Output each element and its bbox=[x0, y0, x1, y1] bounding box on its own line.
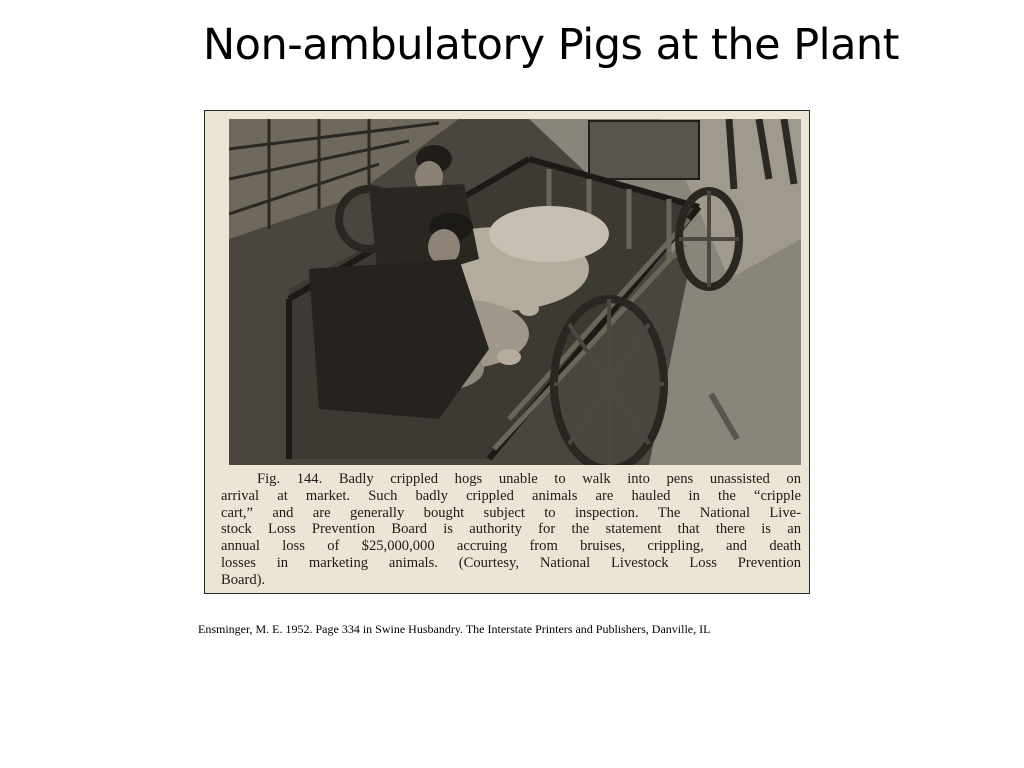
historical-photo-cripple-cart bbox=[229, 119, 801, 465]
figure-caption bbox=[221, 471, 801, 589]
caption-line: cart,” and are generally bought subject to inspection. The National Live- bbox=[221, 504, 801, 521]
slide-title: Non-ambulatory Pigs at the Plant bbox=[203, 20, 900, 70]
caption-line: arrival at market. Such badly crippled animals are hauled in the “cripple bbox=[221, 487, 801, 504]
caption-line: stock Loss Prevention Board is authority for the statement that there is an bbox=[221, 521, 801, 538]
caption-line: Fig. 144. Badly crippled hogs unable to walk into pens unassisted on bbox=[257, 471, 801, 487]
caption-line: Board). bbox=[221, 571, 266, 588]
source-citation: Ensminger, M. E. 1952. Page 334 in Swine Husbandry. The Interstate Printers and Publishers, Danville, IL bbox=[198, 622, 711, 636]
scanned-figure bbox=[204, 110, 810, 594]
caption-line: losses in marketing animals. (Courtesy, National Livestock Loss Prevention bbox=[221, 554, 801, 571]
caption-line: annual loss of $25,000,000 accruing from bruises, crippling, and death bbox=[221, 538, 801, 555]
